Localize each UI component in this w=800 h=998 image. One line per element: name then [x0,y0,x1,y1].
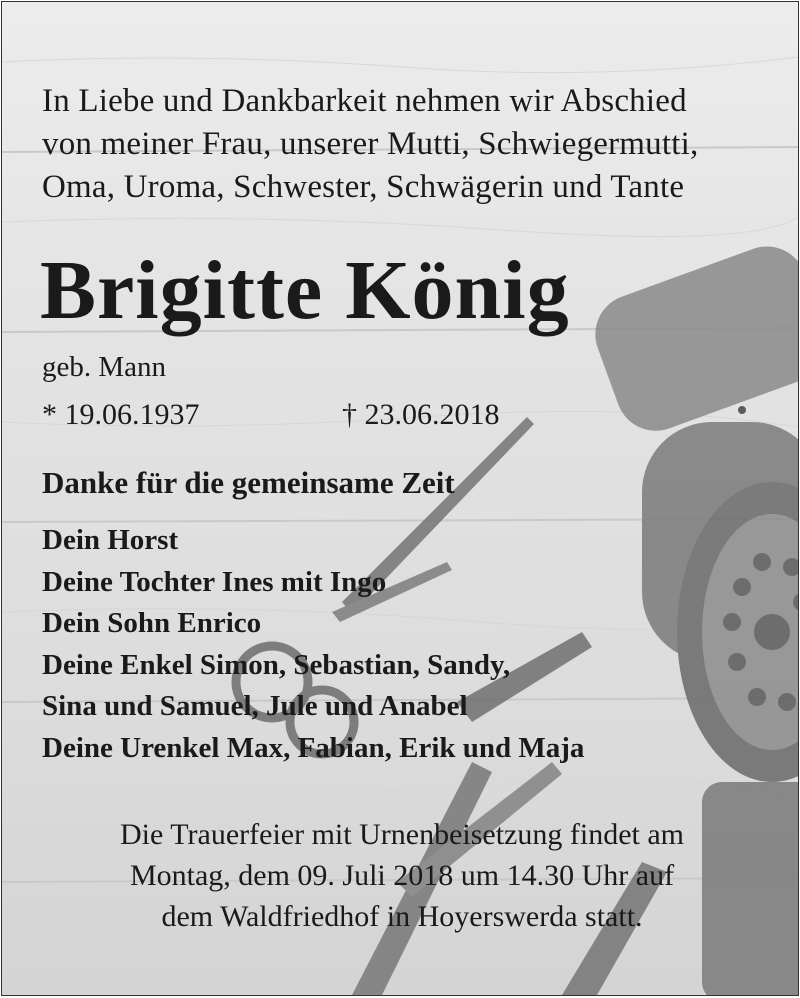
obituary-card [1,1,799,996]
signer-line: Dein Horst [42,524,179,556]
birth-date: * 19.06.1937 [42,398,200,431]
maiden-name: geb. Mann [42,351,167,383]
deceased-name: Brigitte König [40,244,570,337]
service-line: Die Trauerfeier mit Urnenbeisetzung findet am [120,818,684,851]
signer-line: Dein Sohn Enrico [42,607,262,640]
signer-line: Deine Tochter Ines mit Ingo [42,565,387,598]
intro-line: In Liebe und Dankbarkeit nehmen wir Abschied [42,83,687,119]
intro-line: von meiner Frau, unserer Mutti, Schwiegermutti, [42,126,699,162]
death-date: † 23.06.2018 [342,398,500,431]
signer-line: Deine Urenkel Max, Fabian, Erik und Maja [42,731,585,764]
intro-line: Oma, Uroma, Schwester, Schwägerin und Tante [42,169,685,205]
service-line: Montag, dem 09. Juli 2018 um 14.30 Uhr auf [129,859,675,892]
intro-text [42,80,772,209]
signers-list [42,520,584,770]
service-line: dem Waldfriedhof in Hoyerswerda statt. [161,900,643,933]
obituary-text [2,2,798,995]
thanks-heading: Danke für die gemeinsame Zeit [42,465,455,500]
signer-line: Deine Enkel Simon, Sebastian, Sandy, [42,648,511,681]
signer-line: Sina und Samuel, Jule und Anabel [42,690,468,723]
service-info [2,814,799,937]
